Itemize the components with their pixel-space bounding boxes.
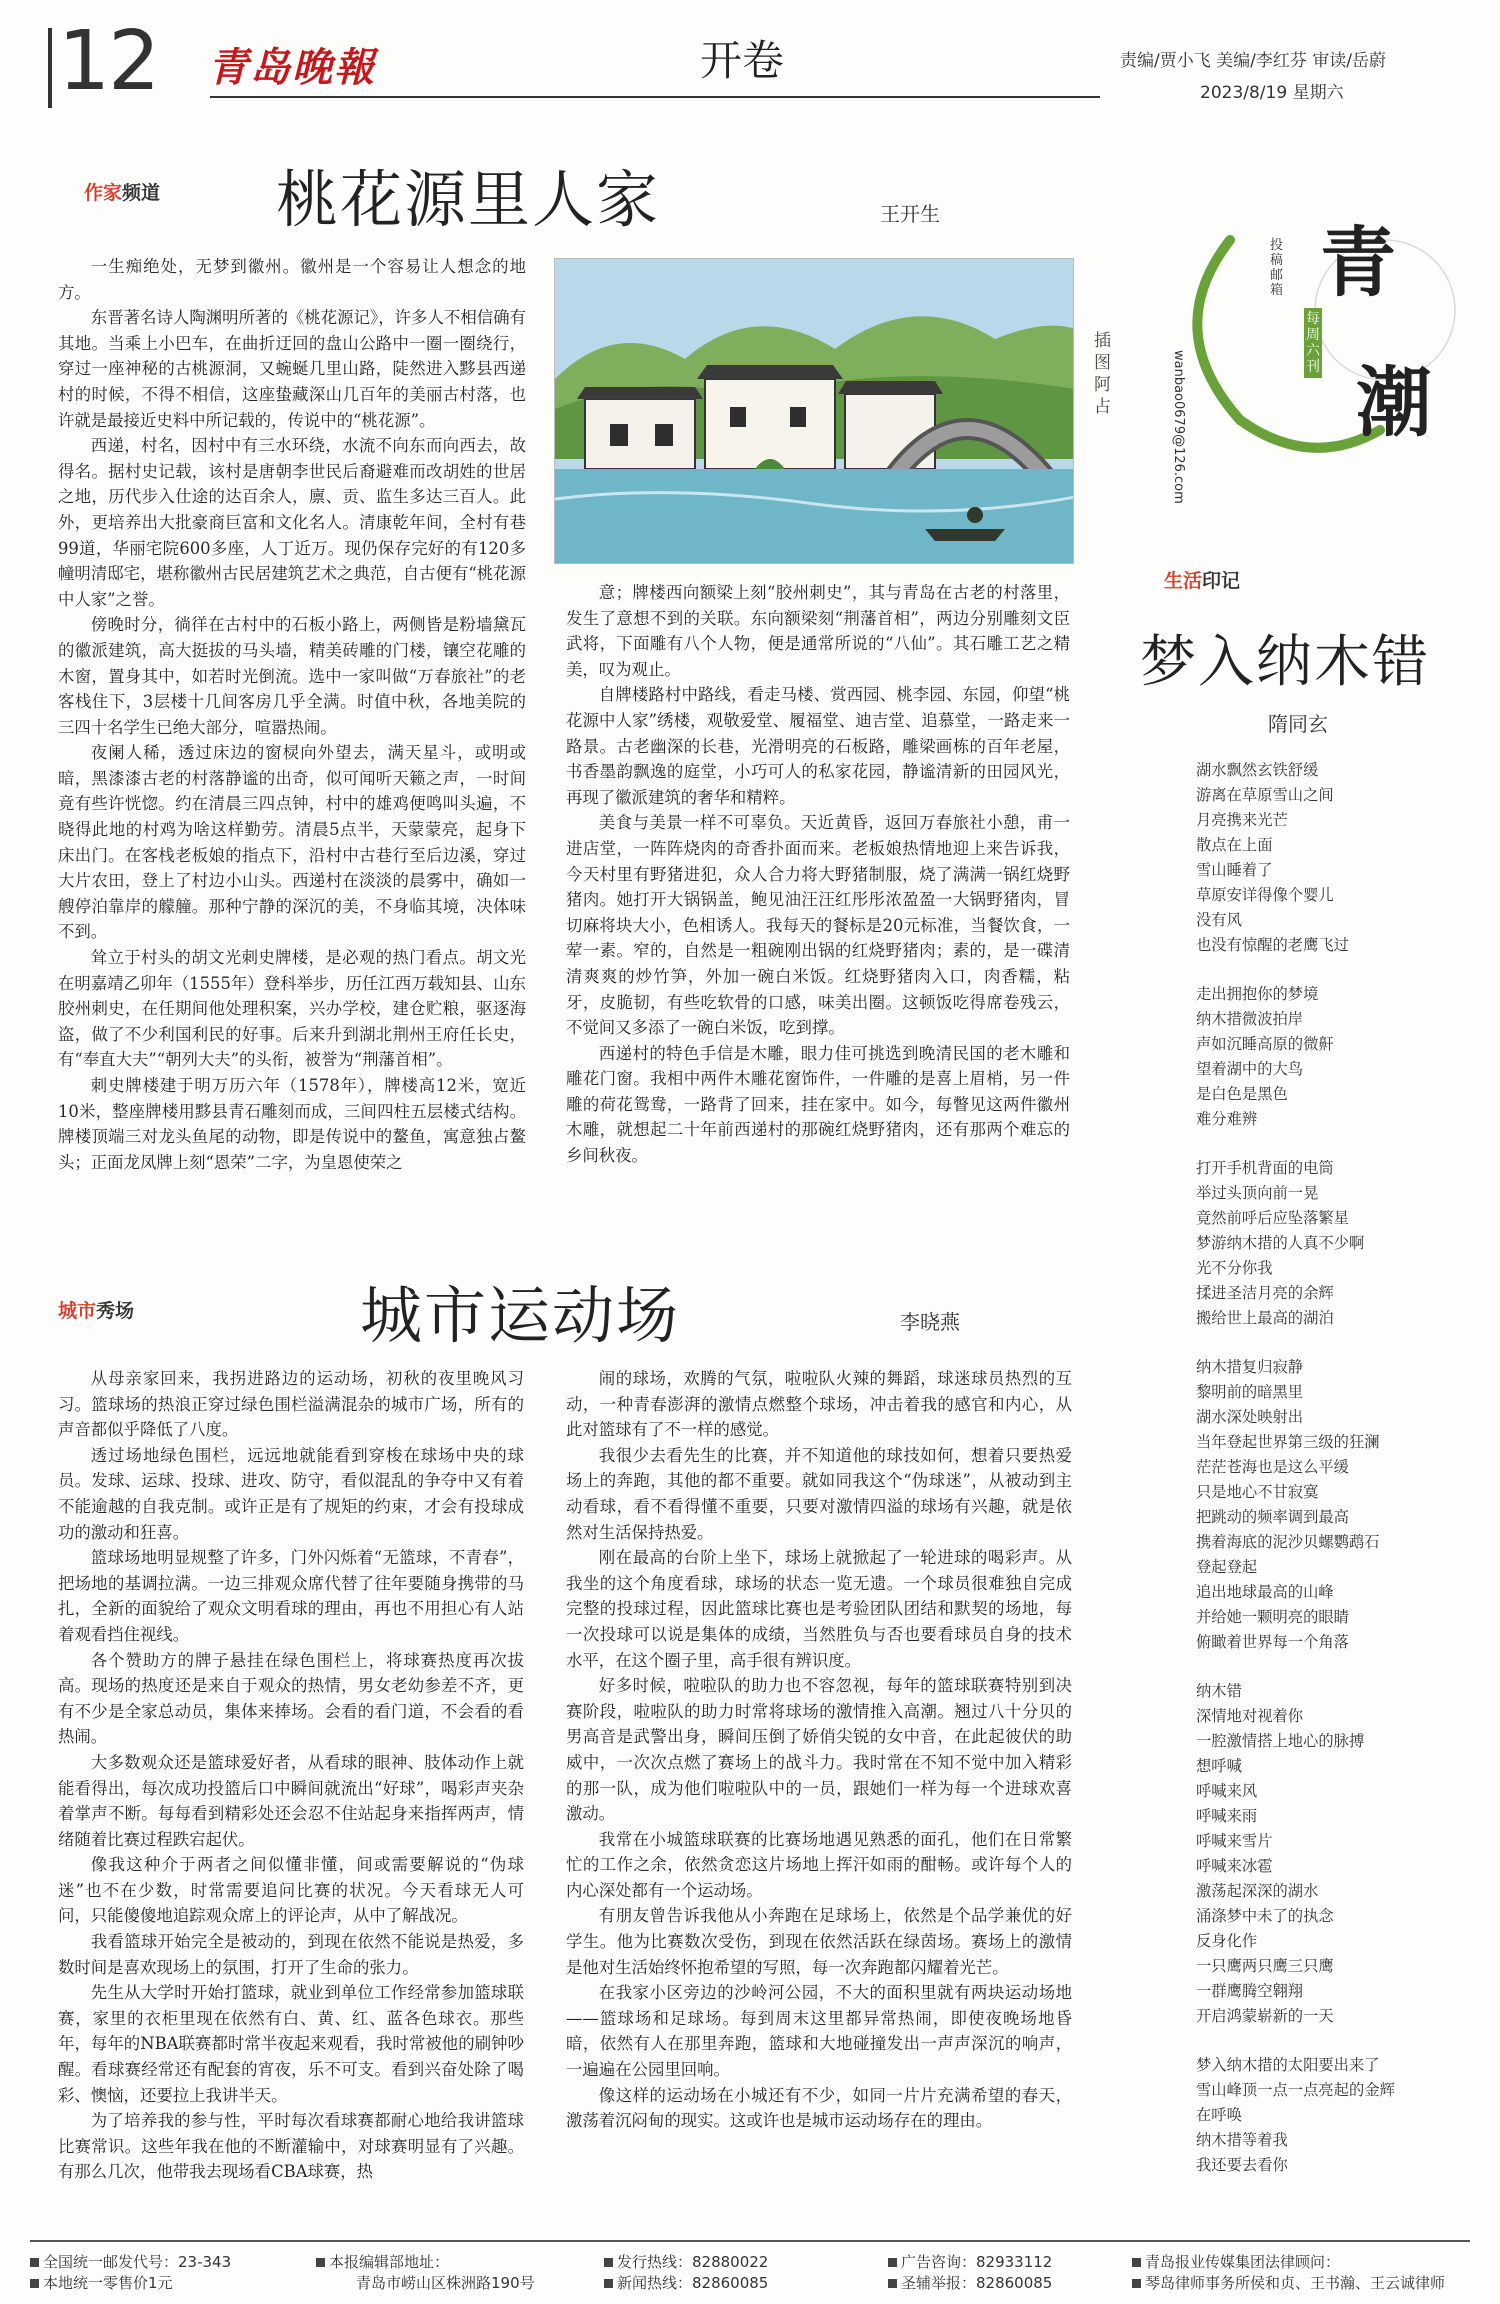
poem-line: 举过头顶向前一晃 xyxy=(1196,1184,1319,1202)
square-bullet-icon xyxy=(888,2279,897,2288)
poem-body xyxy=(1196,758,1486,2198)
poem-line: 雪山峰顶一点一点亮起的金辉 xyxy=(1196,2081,1395,2099)
paragraph: 刚在最高的台阶上坐下，球场上就掀起了一轮进球的喝彩声。从我坐的这个角度看球，球场的状态一览无遗。一个球员很难独自完成完整的投球过程，因此篮球比赛也是考验团队团结和默契的场地，每一次投球可以说是集体的成绩，当然胜负与否也要看球员自身的技术水平，在这个圈子里，高手很有辨识度。 xyxy=(566,1548,1072,1670)
masthead-title-glyph-1: 青 xyxy=(1320,218,1396,307)
footer-item xyxy=(30,2252,231,2294)
poem-line: 只是地心不甘寂寞 xyxy=(1196,1483,1319,1501)
poem-column-label-dark: 印记 xyxy=(1202,570,1241,592)
poem-line: 我还要去看你 xyxy=(1196,2156,1288,2174)
paragraph: 先生从大学时开始打篮球，就业到单位工作经常参加篮球联赛，家里的衣柜里现在依然有白、黄、红、蓝各色球衣。那些年，每年的NBA联赛都时常半夜起来观看，我时常被他的刷钟吵醒。看球赛经常还有配套的宵夜，乐不可支。看到兴奋处除了喝彩、懊恼，还要拉上我讲半天。 xyxy=(58,1983,524,2105)
footer-text: 发行热线：82880022 xyxy=(617,2253,769,2271)
article1-body-column-1 xyxy=(58,254,526,1214)
footer-rule xyxy=(30,2240,1470,2242)
poem-line: 雪山睡着了 xyxy=(1196,861,1273,879)
poem-line: 一只鹰两只鹰三只鹰 xyxy=(1196,1957,1334,1975)
square-bullet-icon xyxy=(1132,2258,1141,2267)
poem-line: 想呼喊 xyxy=(1196,1757,1242,1775)
article2-body-column-2 xyxy=(566,1366,1072,2226)
poem-author: 隋同玄 xyxy=(1268,712,1328,736)
paragraph: 我看篮球开始完全是被动的，到现在依然不能说是热爱，多数时间是喜欢现场上的氛围，打开了生命的张力。 xyxy=(58,1932,524,1977)
paragraph: 好多时候，啦啦队的助力也不容忽视，每年的篮球联赛特别到决赛阶段，啦啦队的助力时常将球场的激情推入高潮。翘过八十分贝的男高音是武警出身，瞬间压倒了娇俏尖锐的女中音，在此起彼伏的助威中，一次次点燃了赛场上的战斗力。我时常在不知不觉中加入精彩的那一队，成为他们啦啦队中的一员，跟她们一样为每一个进球欢喜激动。 xyxy=(566,1676,1072,1824)
footer-item xyxy=(888,2252,1052,2294)
footer-text: 全国统一邮发代号：23-343 xyxy=(43,2253,232,2271)
footer-text: 本报编辑部地址： xyxy=(329,2253,450,2271)
newspaper-logo: 青岛晚報 xyxy=(208,44,376,91)
poem-line: 声如沉睡高原的微鼾 xyxy=(1196,1035,1334,1053)
article2-column-label-dark: 秀场 xyxy=(96,1300,135,1322)
article1-column-label-dark: 频道 xyxy=(122,182,161,204)
poem-line: 游离在草原雪山之间 xyxy=(1196,786,1334,804)
footer-line xyxy=(888,2252,1052,2273)
footer-line xyxy=(316,2273,535,2294)
poem-line: 黎明前的暗黑里 xyxy=(1196,1383,1304,1401)
poem-line: 把跳动的频率调到最高 xyxy=(1196,1508,1349,1526)
poem-line: 望着湖中的大鸟 xyxy=(1196,1060,1304,1078)
paragraph: 自牌楼路村中路线，看走马楼、赏西园、桃李园、东园，仰望“桃花源中人家”绣楼，观敬爱堂、履福堂、迪吉堂、追慕堂，一路走来一路景。古老幽深的长巷，光滑明亮的石板路，雕梁画栋的百年老屋，书香墨韵飘逸的庭堂，小巧可人的私家花园，静谧清新的田园风光，再现了徽派建筑的奢华和精粹。 xyxy=(566,685,1070,807)
article1-column-label-red: 作家 xyxy=(84,182,123,204)
stanza-gap xyxy=(1196,1132,1486,1156)
footer-line xyxy=(316,2252,535,2273)
paragraph: 大多数观众还是篮球爱好者，从看球的眼神、肢体动作上就能看得出，每次成功投篮后口中瞬间就流出“好球”，喝彩声夹杂着掌声不断。每每看到精彩处还会忍不住站起身来指挥两声，情绪随着比赛过程跌宕起伏。 xyxy=(58,1752,524,1849)
stanza-gap xyxy=(1196,1331,1486,1355)
footer-line xyxy=(888,2273,1052,2294)
footer-text: 新闻热线：82860085 xyxy=(617,2274,769,2292)
footer-line xyxy=(30,2252,231,2273)
footer-text: 广告咨询：82933112 xyxy=(901,2253,1053,2271)
article1-column-label xyxy=(84,178,160,205)
poem-line: 散点在上面 xyxy=(1196,836,1273,854)
paragraph: 在我家小区旁边的沙岭河公园，不大的面积里就有两块运动场地——篮球场和足球场。每到周末这里都异常热闹，即使夜晚场地昏暗，依然有人在那里奔跑，篮球和大地碰撞发出一声声深沉的响声，一遍遍在公园里回响。 xyxy=(566,1983,1072,2080)
paragraph: 意；牌楼西向额梁上刻“胶州刺史”，其与青岛在古老的村落里，发生了意想不到的关联。东向额梁刻“荆藩首相”，两边分别雕刻文臣武将，下面雕有八个人物，便是通常所说的“八仙”。其石雕工艺之精美，叹为观止。 xyxy=(566,583,1070,679)
poem-line: 光不分你我 xyxy=(1196,1259,1273,1277)
page-number: 12 xyxy=(58,14,159,109)
qingchao-masthead xyxy=(1170,218,1470,504)
article1-author: 王开生 xyxy=(880,202,940,226)
poem-line: 纳木错 xyxy=(1196,1682,1242,1700)
illustration-credit: 插图 阿占 xyxy=(1094,331,1111,417)
poem-line: 揉进圣洁月亮的余辉 xyxy=(1196,1284,1334,1302)
square-bullet-icon xyxy=(30,2258,39,2267)
poem-line: 涌涤梦中未了的执念 xyxy=(1196,1907,1334,1925)
paragraph: 西递村的特色手信是木雕，眼力佳可挑选到晚清民国的老木雕和雕花门窗。我相中两件木雕花窗饰件，一件雕的是喜上眉梢，另一件雕的荷花鸳鸯，一路背了回来，挂在家中。如今，每瞥见这两件徽州木雕，就想起二十年前西递村的那碗红烧野猪肉，还有那两个难忘的乡间秋夜。 xyxy=(566,1043,1070,1166)
editor-credits: 责编/贾小飞 美编/李红芬 审读/岳蔚 xyxy=(1120,51,1386,71)
paragraph: 各个赞助方的牌子悬挂在绿色围栏上，将球赛热度再次拔高。现场的热度还是来自于观众的热情，男女老幼参差不齐，更有不少是全家总动员，集体来捧场。会看的看门道，不会看的看热闹。 xyxy=(58,1650,524,1747)
footer-text: 青岛市崂山区株洲路190号 xyxy=(356,2274,535,2292)
square-bullet-icon xyxy=(604,2279,613,2288)
paragraph: 傍晚时分，徜徉在古村中的石板小路上，两侧皆是粉墙黛瓦的徽派建筑，高大挺拔的马头墙，精美砖雕的门楼，镶空花雕的木窗，置身其中，如若时光倒流。选中一家叫做“万春旅社”的老客栈住下，3层楼十几间客房几乎全满。时值中秋，各地美院的三四十名学生已绝大部分，喧嚣热闹。 xyxy=(58,615,526,737)
article1-title: 桃花源里人家 xyxy=(276,163,661,236)
poem-line: 深情地对视着你 xyxy=(1196,1707,1304,1725)
poem-title: 梦入纳木错 xyxy=(1140,630,1430,695)
poem-line: 反身化作 xyxy=(1196,1932,1258,1950)
footer-text: 琴岛律师事务所侯和贞、王书瀚、王云诚律师 xyxy=(1145,2274,1446,2292)
stanza-gap xyxy=(1196,2029,1486,2053)
poem-line: 携着海底的泥沙贝螺鹦鹉石 xyxy=(1196,1533,1380,1551)
poem-line: 在呼唤 xyxy=(1196,2106,1242,2124)
poem-line: 呼喊来风 xyxy=(1196,1782,1258,1800)
paragraph: 像这样的运动场在小城还有不少，如同一片片充满希望的春天，激荡着沉闷甸的现实。这或许也是城市运动场存在的理由。 xyxy=(566,2085,1072,2131)
masthead-title-glyph-2: 潮 xyxy=(1356,358,1432,447)
paragraph: 刺史牌楼建于明万历六年（1578年），牌楼高12米，宽近10米，整座牌楼用黟县青石雕刻而成，三间四柱五层楼式结构。牌楼顶端三对龙头鱼尾的动物，即是传说中的鳌鱼，寓意独占鳌头；正面龙凤牌上刻“恩荣”二字，为皇恩使荣之 xyxy=(58,1076,526,1172)
square-bullet-icon xyxy=(1132,2279,1141,2288)
square-bullet-icon xyxy=(604,2258,613,2267)
poem-line: 追出地球最高的山峰 xyxy=(1196,1583,1334,1601)
paragraph: 美食与美景一样不可辜负。天近黄昏，返回万春旅社小憩，甫一进店堂，一阵阵烧肉的奇香扑面而来。老板娘热情地迎上来告诉我，今天村里有野猪进犯，众人合力将大野猪制服，烧了满满一锅红烧野猪肉。她打开大锅锅盖，鲍见油汪汪红彤彤浓盈盈一大锅野猪肉，冒切麻将块大小，色相诱人。我每天的餐标是20元标准，当餐饮食，一荤一素。窄的，自然是一粗碗刚出锅的红烧野猪肉；素的，是一碟清清爽爽的炒竹笋，外加一碗白米饭。红烧野猪肉入口，肉香糯，粘牙，皮脆韧，有些吃软骨的口感，味美出圈。这顿饭吃得席卷残云，不觉间又多添了一碗白米饭，吃到撑。 xyxy=(566,813,1070,1038)
poem-line: 呼喊来冰雹 xyxy=(1196,1857,1273,1875)
masthead-subtitle: 每周六刊 xyxy=(1304,308,1322,378)
paragraph: 为了培养我的参与性，平时每次看球赛都耐心地给我讲篮球比赛常识。这些年我在他的不断灌输中，对球赛明显有了兴趣。有那么几次，他带我去现场看CBA球赛，热 xyxy=(58,2111,524,2182)
footer-line xyxy=(1132,2273,1445,2294)
stanza-gap xyxy=(1196,958,1486,982)
article2-author: 李晓燕 xyxy=(900,1310,960,1334)
village-illustration xyxy=(554,258,1074,564)
section-title: 开卷 xyxy=(700,36,785,85)
square-bullet-icon xyxy=(30,2279,39,2288)
poem-line: 也没有惊醒的老鹰飞过 xyxy=(1196,936,1349,954)
footer-line xyxy=(604,2252,768,2273)
paragraph: 东晋著名诗人陶渊明所著的《桃花源记》，许多人不相信确有其地。当乘上小巴车，在曲折迂回的盘山公路中一圈一圈绕行，穿过一座神秘的古桃源洞，又蜿蜒几里山路，陡然进入黟县西递村的时候，不得不相信，这座蛰藏深山几百年的美丽古村落，也许就是最接近史料中所记载的，传说中的“桃花源”。 xyxy=(58,308,526,430)
paragraph: 像我这种介于两者之间似懂非懂，间或需要解说的“伪球迷”也不在少数，时常需要追问比赛的状况。今天看球无人可问，只能傻傻地追踪观众席上的评论声，从中了解战况。 xyxy=(58,1855,524,1926)
footer-item xyxy=(316,2252,535,2294)
poem-line: 呼喊来雨 xyxy=(1196,1807,1258,1825)
poem-line: 走出拥抱你的梦境 xyxy=(1196,985,1319,1003)
poem-line: 呼喊来雪片 xyxy=(1196,1832,1273,1850)
paragraph: 耸立于村头的胡文光刺史牌楼，是必观的热门看点。胡文光在明嘉靖乙卯年（1555年）登科举步，历任江西万载知县、山东胶州刺史，在任期间他处理积案，兴办学校，建仓贮粮，驱逐海盗，做了不少利国利民的好事。后来升到湖北荆州王府任长史，有“奉直大夫”“朝列大夫”的头衔，被誉为“荆藩首相”。 xyxy=(58,948,526,1070)
footer-text: 本地统一零售价1元 xyxy=(43,2274,173,2292)
poem-column-label xyxy=(1164,566,1240,593)
poem-line: 茫茫苍海也是这么平缓 xyxy=(1196,1458,1349,1476)
poem-column-label-red: 生活 xyxy=(1164,570,1203,592)
paragraph: 西递，村名，因村中有三水环绕，水流不向东而向西去，故得名。据村史记载，该村是唐朝李世民后裔避难而改胡姓的世居之地，历代步入仕途的达百余人，廪、贡、监生多达三百人。此外，更培养出大批豪商巨富和文化名人。清康乾年间，全村有巷99道，华丽宅院600多座，人丁近万。现仍保存完好的有120多幢明清邸宅，堪称徽州古民居建筑艺术之典范，自古便有“桃花源中人家”之誉。 xyxy=(58,436,526,609)
paragraph: 我很少去看先生的比赛，并不知道他的球技如何，想着只要热爱场上的奔跑，其他的都不重要。就如同我这个“伪球迷”，从被动到主动看球，看不看得懂不重要，只要对激情四溢的球场有兴趣，就是依然对生活保持热爱。 xyxy=(566,1445,1072,1542)
poem-line: 一群鹰腾空翱翔 xyxy=(1196,1982,1304,2000)
poem-line: 俯瞰着世界每一个角落 xyxy=(1196,1633,1349,1651)
article2-title: 城市运动场 xyxy=(360,1279,681,1352)
poem-line: 纳木措微波拍岸 xyxy=(1196,1010,1304,1028)
square-bullet-icon xyxy=(316,2258,325,2267)
footer-item xyxy=(604,2252,768,2294)
footer-line xyxy=(604,2273,768,2294)
poem-line: 梦游纳木措的人真不少啊 xyxy=(1196,1234,1365,1252)
poem-line: 纳木措复归寂静 xyxy=(1196,1358,1304,1376)
poem-line: 难分难辨 xyxy=(1196,1110,1258,1128)
poem-line: 登起登起 xyxy=(1196,1558,1258,1576)
article2-column-label xyxy=(58,1296,134,1323)
village-illustration-svg xyxy=(555,259,1074,564)
paragraph: 透过场地绿色围栏，远远地就能看到穿梭在球场中央的球员。发球、运球、投球、进攻、防守，看似混乱的争夺中又有着不能逾越的自我克制。或许正是有了规矩的约束，才会有投球成功的激动和狂喜。 xyxy=(58,1445,524,1542)
article1-body-column-2 xyxy=(566,580,1070,1210)
poem-line: 是白色是黑色 xyxy=(1196,1085,1288,1103)
footer-line xyxy=(1132,2252,1445,2273)
footer-item xyxy=(1132,2252,1445,2294)
poem-line: 当年登起世界第三级的狂澜 xyxy=(1196,1433,1380,1451)
article2-column-label-red: 城市 xyxy=(58,1300,97,1322)
poem-line: 梦入纳木措的太阳要出来了 xyxy=(1196,2056,1380,2074)
poem-line: 一腔激情搭上地心的脉搏 xyxy=(1196,1732,1365,1750)
poem-line: 激荡起深深的湖水 xyxy=(1196,1882,1319,1900)
paragraph: 夜阑人稀，透过床边的窗棂向外望去，满天星斗，或明或暗，黑漆漆古老的村落静谧的出奇，似可闻听天籁之声，一时间竟有些许恍惚。约在清晨三四点钟，村中的雄鸡便鸣叫头遍，不晓得此地的村鸡为啥这样勤劳。清晨5点半，天蒙蒙亮，起身下床出门。在客栈老板娘的指点下，沿村中古巷行至后边溪，穿过大片农田，登上了村边小山头。西递村在淡淡的晨雾中，确如一艘停泊靠岸的艨艟。那种宁静的深沉的美，不身临其境，决体味不到。 xyxy=(58,743,526,942)
page-number-divider xyxy=(48,28,52,108)
issue-date: 2023/8/19 星期六 xyxy=(1200,83,1344,103)
footer-line xyxy=(30,2273,231,2294)
poem-line: 竟然前呼后应坠落繁星 xyxy=(1196,1209,1349,1227)
paragraph: 有朋友曾告诉我他从小奔跑在足球场上，依然是个品学兼优的好学生。他为比赛数次受伤，到现在依然活跃在绿茵场。赛场上的激情是他对生活始终怀抱希望的写照，每一次奔跑都闪耀着光芒。 xyxy=(566,1906,1072,1977)
footer-text: 圣辅举报：82860085 xyxy=(901,2274,1053,2292)
article2-body-column-1 xyxy=(58,1366,524,2226)
poem-line: 开启鸿蒙崭新的一天 xyxy=(1196,2007,1334,2025)
paragraph: 闹的球场，欢腾的气氛，啦啦队火辣的舞蹈，球迷球员热烈的互动，一种青春澎湃的激情点燃整个球场，冲击着我的感官和内心，从此对篮球有了不一样的感觉。 xyxy=(566,1369,1072,1440)
paragraph: 篮球场地明显规整了许多，门外闪烁着“无篮球，不青春”，把场地的基调拉满。一边三排观众席代替了往年要随身携带的马扎，全新的面貌给了观众文明看球的理由，再也不用担心有人站着观看挡住视线。 xyxy=(58,1548,524,1644)
poem-line: 并给她一颗明亮的眼睛 xyxy=(1196,1608,1349,1626)
masthead-email-label: 投稿邮箱 xyxy=(1270,238,1284,298)
header-rule xyxy=(210,96,1100,98)
paragraph: 从母亲家回来，我拐进路边的运动场，初秋的夜里晚风习习。篮球场的热浪正穿过绿色围栏溢满混杂的城市广场，所有的声音都似乎降低了八度。 xyxy=(58,1369,524,1440)
footer-text: 青岛报业传媒集团法律顾问： xyxy=(1145,2253,1341,2271)
paragraph: 一生痴绝处，无梦到徽州。徽州是一个容易让人想念的地方。 xyxy=(58,257,526,302)
poem-line: 草原安详得像个婴儿 xyxy=(1196,886,1334,904)
poem-line: 没有风 xyxy=(1196,911,1242,929)
stanza-gap xyxy=(1196,1655,1486,1679)
paragraph: 我常在小城篮球联赛的比赛场地遇见熟悉的面孔，他们在日常繁忙的工作之余，依然贪恋这片场地上挥汗如雨的酣畅。或许每个人的内心深处都有一个运动场。 xyxy=(566,1829,1072,1900)
poem-line: 搬给世上最高的湖泊 xyxy=(1196,1309,1334,1327)
poem-line: 月亮携来光芒 xyxy=(1196,811,1288,829)
poem-line: 湖水飘然玄铁舒缓 xyxy=(1196,761,1319,779)
poem-line: 纳木措等着我 xyxy=(1196,2131,1288,2149)
poem-line: 湖水深处映射出 xyxy=(1196,1408,1304,1426)
square-bullet-icon xyxy=(888,2258,897,2267)
poem-line: 打开手机背面的电筒 xyxy=(1196,1159,1334,1177)
masthead-email[interactable]: wanbao0679@126.com xyxy=(1171,350,1186,504)
